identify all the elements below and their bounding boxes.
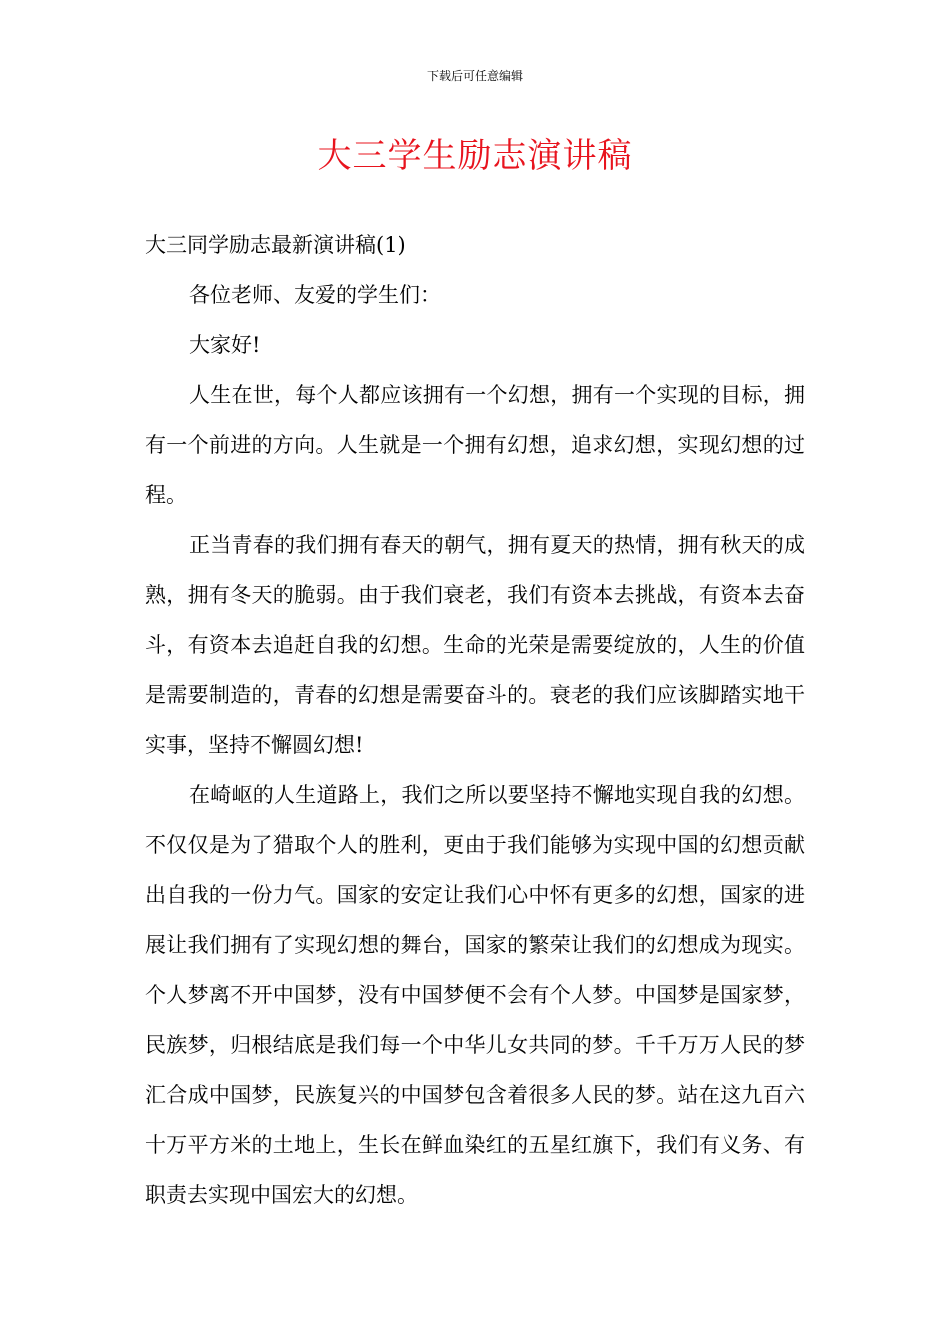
document-title: 大三学生励志演讲稿 — [317, 136, 633, 176]
header-note: 下载后可任意编辑 — [426, 69, 523, 83]
salutation-line: 大家好! — [189, 333, 261, 357]
body-paragraph-1: 人生在世，每个人都应该拥有一个幻想，拥有一个实现的目标，拥有一个前进的方向。人生就是一个拥有幻想，追求幻想，实现幻想的过程。 — [145, 383, 805, 507]
body-paragraph-3: 在崎岖的人生道路上，我们之所以要坚持不懈地实现自我的幻想。不仅仅是为了猎取个人的胜利，更由于我们能够为实现中国的幻想贡献出自我的一份力气。国家的安定让我们心中怀有更多的幻想，国家的进展让我们拥有了实现幻想的舞台，国家的繁荣让我们的幻想成为现实。个人梦离不开中国梦，没有中国梦便不会有个人梦。中国梦是国家梦，民族梦，归根结底是我们每一个中华儿女共同的梦。千千万万人民的梦汇合成中国梦，民族复兴的中国梦包含着很多人民的梦。站在这九百六十万平方米的土地上，生长在鲜血染红的五星红旗下，我们有义务、有职责去实现中国宏大的幻想。 — [145, 783, 805, 1207]
document-body — [145, 220, 805, 1220]
body-paragraph-2: 正当青春的我们拥有春天的朝气，拥有夏天的热情，拥有秋天的成熟，拥有冬天的脆弱。由于我们衰老，我们有资本去挑战，有资本去奋斗，有资本去追赶自我的幻想。生命的光荣是需要绽放的，人生的价值是需要制造的，青春的幻想是需要奋斗的。衰老的我们应该脚踏实地干实事，坚持不懈圆幻想! — [145, 533, 805, 757]
greeting-line: 各位老师、友爱的学生们： — [189, 283, 441, 307]
section-heading: 大三同学励志最新演讲稿(1) — [145, 233, 406, 257]
